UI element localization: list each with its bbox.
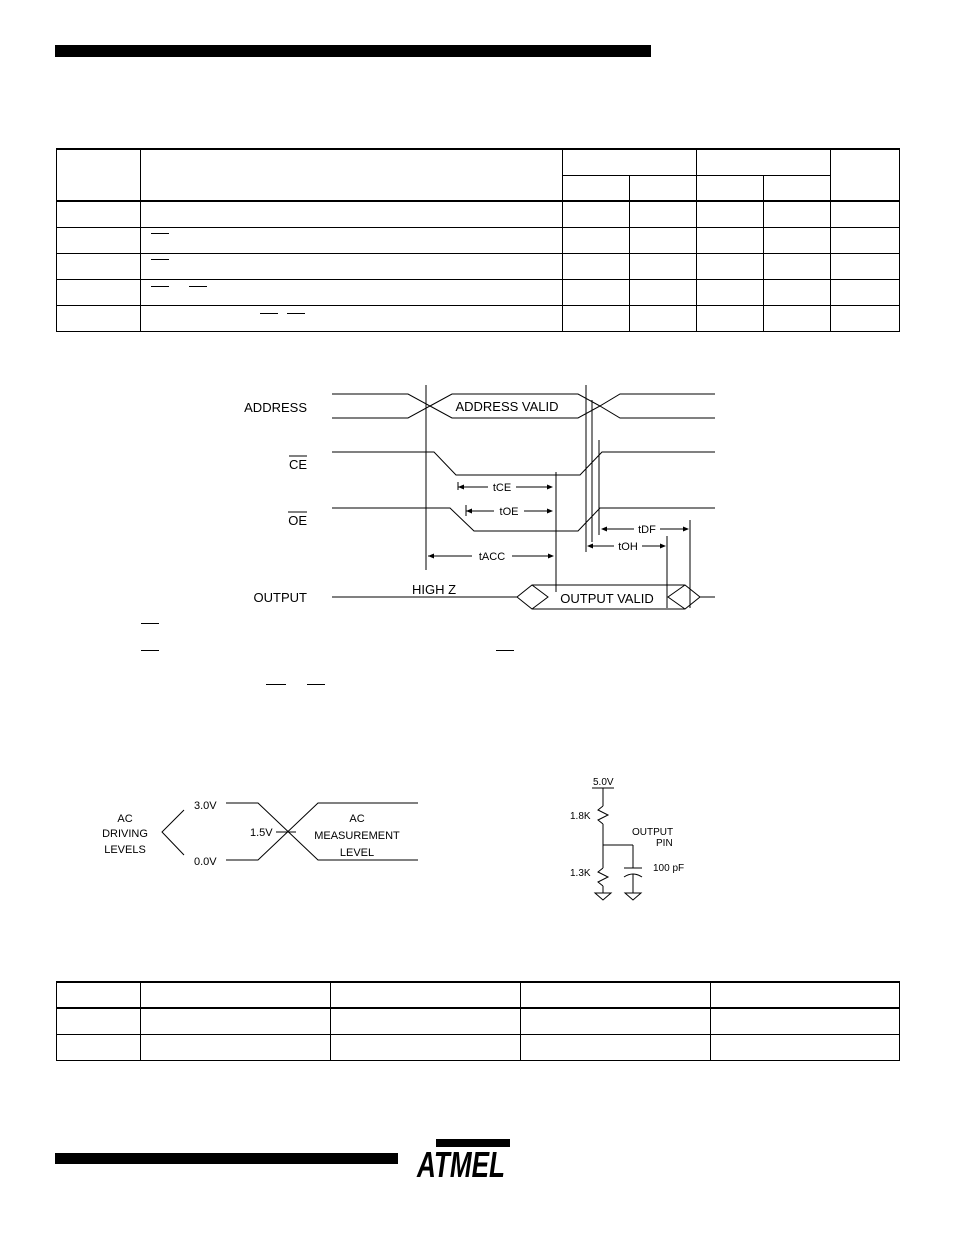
header-cell (141, 149, 563, 201)
header-cell (563, 175, 630, 201)
t-df-label: tDF (638, 524, 656, 536)
signal-label-address: ADDRESS (244, 400, 307, 415)
header-cell (831, 149, 900, 201)
v-low-label: 0.0V (194, 856, 217, 868)
measurement-level-line1: AC (349, 813, 365, 825)
table-row (57, 227, 900, 253)
high-z-label: HIGH Z (412, 582, 457, 597)
signal-label-ce: CE (288, 457, 307, 472)
output-load-circuit (0, 770, 954, 910)
output-valid-label: OUTPUT VALID (560, 591, 654, 606)
overbar (151, 286, 169, 287)
measurement-level-line2: MEASUREMENT (314, 830, 400, 842)
header-cell (630, 175, 697, 201)
header-cell (697, 175, 764, 201)
driving-levels-line1: AC (117, 813, 133, 825)
overbar (266, 684, 286, 685)
driving-levels-line3: LEVELS (104, 844, 146, 856)
r-bottom-label: 1.3K (570, 868, 591, 879)
t-acc-label: tACC (478, 551, 506, 563)
t-ce-label: tCE (492, 482, 512, 494)
overbar (151, 233, 169, 234)
t-oe-label: tOE (499, 506, 519, 518)
table-row (57, 1034, 900, 1060)
table-header-row (57, 982, 900, 1008)
header-bar (55, 45, 651, 57)
header-cell (764, 175, 831, 201)
v-mid-label: 1.5V (250, 827, 273, 839)
table-row (57, 305, 900, 331)
table-row (57, 1008, 900, 1034)
overbar (307, 684, 325, 685)
signal-label-output: OUTPUT (253, 590, 307, 605)
r-top-label: 1.8K (570, 811, 591, 822)
header-cell (57, 149, 141, 201)
overbar (496, 650, 514, 651)
measurement-level-line3: LEVEL (339, 847, 375, 859)
table-row (57, 201, 900, 227)
overbar (141, 650, 159, 651)
overbar (287, 313, 305, 314)
overbar (189, 286, 207, 287)
address-valid-label: ADDRESS VALID (455, 399, 559, 414)
footer-bar (55, 1153, 398, 1164)
overbar (260, 313, 278, 314)
atmel-logo (414, 1136, 512, 1186)
overbar (151, 259, 169, 260)
v-high-label: 3.0V (194, 800, 217, 812)
logo-text: ATMEL (416, 1144, 505, 1185)
ac-characteristics-table (56, 148, 900, 332)
signal-label-oe: OE (288, 513, 307, 528)
supply-voltage-label: 5.0V (593, 777, 614, 788)
header-cell (697, 149, 831, 175)
pin-capacitance-table (56, 981, 900, 1061)
header-cell (563, 149, 697, 175)
table-row (57, 253, 900, 279)
overbar (141, 623, 159, 624)
output-pin-line1: OUTPUT (632, 827, 674, 838)
read-timing-diagram (0, 375, 954, 675)
driving-levels-line2: DRIVING (102, 828, 148, 840)
output-pin-line2: PIN (656, 838, 673, 849)
table-row (57, 279, 900, 305)
capacitor-label: 100 pF (653, 863, 685, 874)
t-oh-label: tOH (618, 541, 638, 553)
